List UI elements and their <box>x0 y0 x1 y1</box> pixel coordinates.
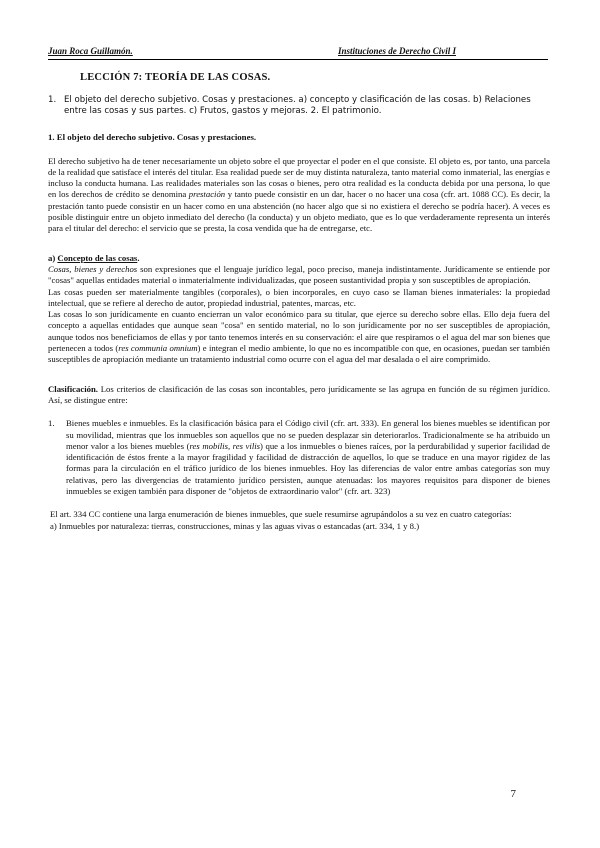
text-run: y tanto puede consistir en un dar, hacer o no hacer una cosa (cfr. art. 1088 CC). Es decir, la prestación tanto puede consistir en un hacer como en una abstención (no hacer algo que si no existiera el derecho se podría hacer). A veces es posible distinguir entre un objeto inmediato del derecho (la conducta) y un objeto mediato, que es lo que verdaderamente representa un interés para el titular del derecho: el servicio que se presta, la cosa vendida que ha de entregarse, etc. <box>48 189 550 234</box>
lesson-title: LECCIÓN 7: TEORÍA DE LAS COSAS. <box>80 72 271 83</box>
text-run: ) e integran el medio ambiente, lo que no es incompatible con que, en ocasiones, puedan ser también susceptibles de apropiación mediante un tratamiento industrial como ocurre con el agua del mar desalada o el aire comprimido. <box>48 343 550 365</box>
heading-text: Concepto de las cosas <box>57 252 138 263</box>
outline-text: El objeto del derecho subjetivo. Cosas y prestaciones. a) concepto y clasificación de las cosas. b) Relaciones entre las cosas y sus partes. c) Frutos, gastos y mejoras. 2. El patrimonio. <box>64 95 531 117</box>
header-course: Instituciones de Derecho Civil I <box>338 46 457 56</box>
text-run: Los criterios de clasificación de las cosas son incontables, pero jurídicamente se las agrupa en función de su régimen jurídico. Así, se distingue entre: <box>48 383 550 405</box>
section-1-paragraph <box>48 156 550 235</box>
list-item-number: 1. <box>48 418 55 429</box>
heading-suffix: . <box>137 252 140 263</box>
concepto-paragraph-3 <box>48 309 550 365</box>
concepto-paragraph-1 <box>48 264 550 287</box>
clasificacion-heading: Clasificación. <box>48 383 98 394</box>
concepto-paragraph-2: Las cosas pueden ser materialmente tangibles (corporales), o bien incorporales, en cuyo caso se llaman bienes inmateriales: la propiedad intelectual, que se refiere al derecho de autor, propiedad industrial, patentes, marcas, etc. <box>48 286 550 308</box>
italic-term: res mobilis, res vilis <box>189 440 261 451</box>
clasificacion-paragraph <box>48 384 550 407</box>
lesson-outline <box>48 95 550 117</box>
text-run: ) que a los inmuebles o bienes raíces, por la perdurabilidad y superior facilidad de identificación de éstos frente a la mayor fragilidad y facilidad de distracción de aquellos, lo que se traduce en una mayor rigidez de las formas para la circulación en el tráfico jurídico de los bienes inmuebles. Hoy las diferencias de valor entre ambas categorías son muy relativas, pero las divergencias de tratamiento jurídico persisten, aunque atenuadas: los mayores requisitos para disponer de bienes inmuebles se exigen también para disponer de "objetos de extraordinario valor" (cfr. art. 323) <box>66 440 551 497</box>
section-1-heading: 1. El objeto del derecho subjetivo. Cosas y prestaciones. <box>48 132 257 143</box>
heading-prefix: a) <box>48 252 58 263</box>
outline-number: 1. <box>48 95 57 106</box>
page-header <box>48 45 548 60</box>
concepto-heading <box>48 253 550 264</box>
page-number: 7 <box>510 788 516 800</box>
clasificacion-paragraph-2: El art. 334 CC contiene una larga enumeración de bienes inmuebles, que suele resumirse agrupándolos a su vez en cuatro categorías: <box>50 509 512 520</box>
text-run: El derecho subjetivo ha de tener necesariamente un objeto sobre el que proyectar el poder en el que consiste. El objeto es, por tanto, una parcela de la realidad que satisface el interés del titular. Esa realidad puede ser de muy distinta naturaleza, tanto material como inmaterial, las energías e incluso la conducta humana. Las realidades materiales son las cosas o bienes, pero otra realidad es la conducta debida por una persona, lo que en los derechos de crédito se denomina <box>48 155 550 200</box>
list-item <box>48 418 550 497</box>
italic-term: Cosas, bienes y derechos <box>48 263 138 274</box>
italic-term: res communia omnium <box>118 343 198 354</box>
document-body <box>48 68 550 532</box>
list-item-text <box>66 418 550 497</box>
header-author: Juan Roca Guillamón. <box>48 46 133 56</box>
italic-term: prestación <box>188 189 226 200</box>
clasificacion-paragraph-3: a) Inmuebles por naturaleza: tierras, construcciones, minas y las aguas vivas o estancadas (art. 334, 1 y 8.) <box>50 520 420 531</box>
text-run: Bienes muebles e inmuebles. Es la clasificación básica para el Código civil (cfr. art. 333). En general los bienes muebles se identifican por su movilidad, mientras que los inmuebles son aquellos que no se pueden desplazar sin deteriorarlos. Tradicionalmente se ha atribuido un menor valor a los bienes muebles ( <box>66 418 550 451</box>
text-run: Las cosas lo son jurídicamente en cuanto encierran un valor económico para su titular, que ejerce su derecho sobre ellas. Ello deja fuera del concepto a aquellas entidades que aunque sean "cosa" en sentido material, no lo son jurídicamente por no ser susceptibles de apropiación, aunque todos nos beneficiamos de ellas y por tanto tenemos interés en su conservación: el aire que respiramos o el agua del mar son bienes que pertenecen a todos ( <box>48 309 550 354</box>
text-run: son expresiones que el lenguaje jurídico legal, poco preciso, maneja indistintamente. Jurídicamente se entiende por "cosas" aquellas entidades material o inmaterialmente individualizadas, que poseen sustantividad propia y son susceptibles de apropiación. <box>48 263 550 286</box>
